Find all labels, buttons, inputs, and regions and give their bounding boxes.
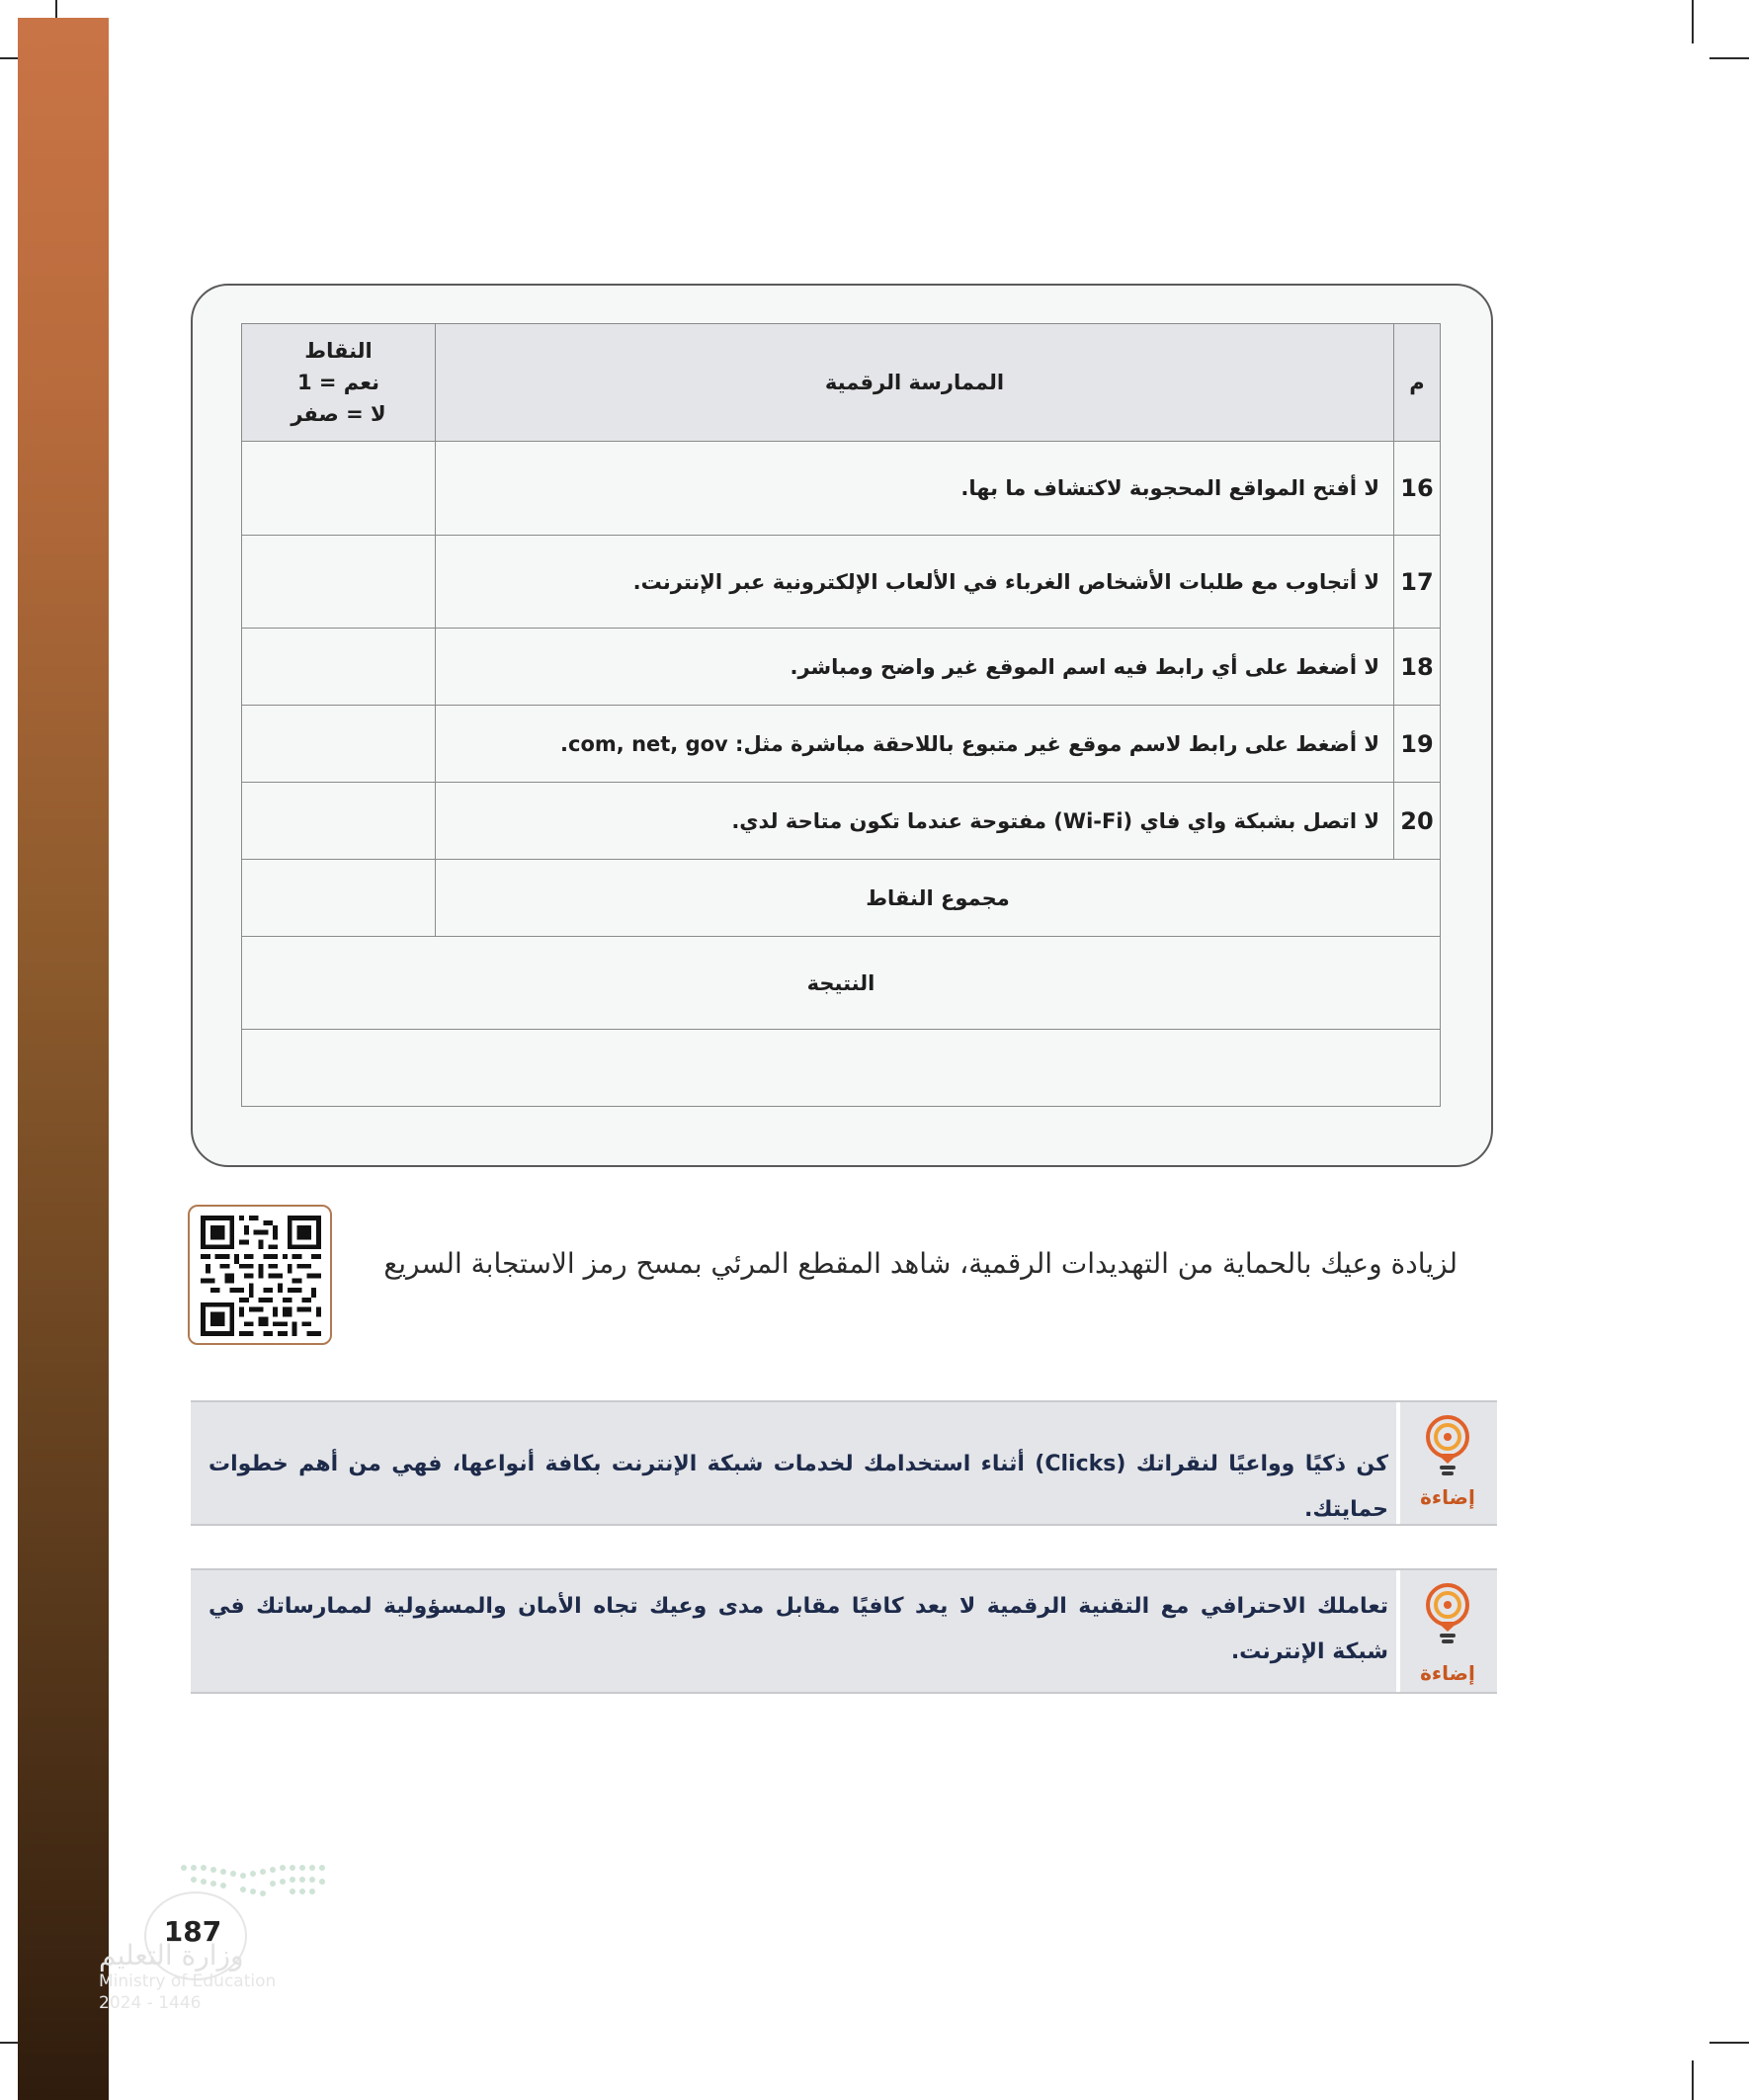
table-row [242, 706, 1441, 783]
tip-box [191, 1400, 1497, 1526]
ministry-year: 2024 - 1446 [99, 1993, 202, 2013]
tip-box [191, 1568, 1497, 1694]
result-label: النتيجة [242, 937, 1441, 1030]
row-practice: لا أضغط على أي رابط فيه اسم الموقع غير واضح ومباشر. [436, 629, 1394, 706]
result-row [242, 937, 1441, 1030]
lightbulb-icon [1422, 1582, 1473, 1651]
table-row [242, 442, 1441, 536]
ministry-name-en: Ministry of Education [99, 1972, 277, 1991]
points-cell[interactable] [242, 783, 436, 860]
tip-text: تعاملك الاحترافي مع التقنية الرقمية لا يعد كافيًا مقابل مدى وعيك تجاه الأمان والمسؤولية لممارساتك في شبكة الإنترنت. [208, 1594, 1388, 1664]
tip-label: إضاءة [1420, 1661, 1475, 1685]
header-number: م [1394, 324, 1441, 442]
points-cell[interactable] [242, 442, 436, 536]
decorative-side-strip [18, 18, 109, 2100]
table-header-row [242, 324, 1441, 442]
qr-caption: لزيادة وعيك بالحماية من التهديدات الرقمية، شاهد المقطع المرئي بمسح رمز الاستجابة السريع [383, 1247, 1458, 1280]
row-practice: لا أتجاوب مع طلبات الأشخاص الغرباء في الألعاب الإلكترونية عبر الإنترنت. [436, 536, 1394, 629]
qr-code-icon[interactable] [188, 1205, 332, 1345]
row-number: 17 [1394, 536, 1441, 629]
tip-divider [1396, 1570, 1400, 1692]
total-points-cell[interactable] [242, 860, 436, 937]
points-yes: نعم = 1 [296, 371, 380, 394]
total-row [242, 860, 1441, 937]
row-practice: لا اتصل بشبكة واي فاي (Wi-Fi) مفتوحة عندما تكون متاحة لدي. [436, 783, 1394, 860]
result-value-cell[interactable] [242, 1030, 1441, 1107]
row-practice: لا أفتح المواقع المحجوبة لاكتشاف ما بها. [436, 442, 1394, 536]
table-row [242, 783, 1441, 860]
row-number: 20 [1394, 783, 1441, 860]
row-practice: لا أضغط على رابط لاسم موقع غير متبوع باللاحقة مباشرة مثل: com, net, gov. [436, 706, 1394, 783]
points-no: لا = صفر [291, 402, 386, 426]
crop-mark [1692, 0, 1694, 43]
row-number: 18 [1394, 629, 1441, 706]
table-row [242, 536, 1441, 629]
header-points [242, 324, 436, 442]
page-number: 187 [163, 1915, 222, 1948]
points-cell[interactable] [242, 629, 436, 706]
points-title: النقاط [304, 339, 373, 363]
tip-divider [1396, 1402, 1400, 1524]
table-row [242, 629, 1441, 706]
ministry-name-ar: وزارة التعليم [99, 1939, 244, 1972]
total-label: مجموع النقاط [436, 860, 1441, 937]
crop-mark [1692, 2060, 1694, 2100]
digital-practice-table [241, 323, 1441, 1107]
header-practice: الممارسة الرقمية [436, 324, 1394, 442]
crop-mark [1709, 57, 1749, 59]
lightbulb-icon [1422, 1414, 1473, 1483]
tip-label: إضاءة [1420, 1485, 1475, 1509]
row-number: 19 [1394, 706, 1441, 783]
result-value-row [242, 1030, 1441, 1107]
points-cell[interactable] [242, 706, 436, 783]
tip-text: كن ذكيًا وواعيًا لنقراتك (Clicks) أثناء استخدامك لخدمات شبكة الإنترنت بكافة أنواعها، فهي من أهم خطوات حمايتك. [208, 1452, 1388, 1522]
row-number: 16 [1394, 442, 1441, 536]
crop-mark [1709, 2042, 1749, 2044]
points-cell[interactable] [242, 536, 436, 629]
